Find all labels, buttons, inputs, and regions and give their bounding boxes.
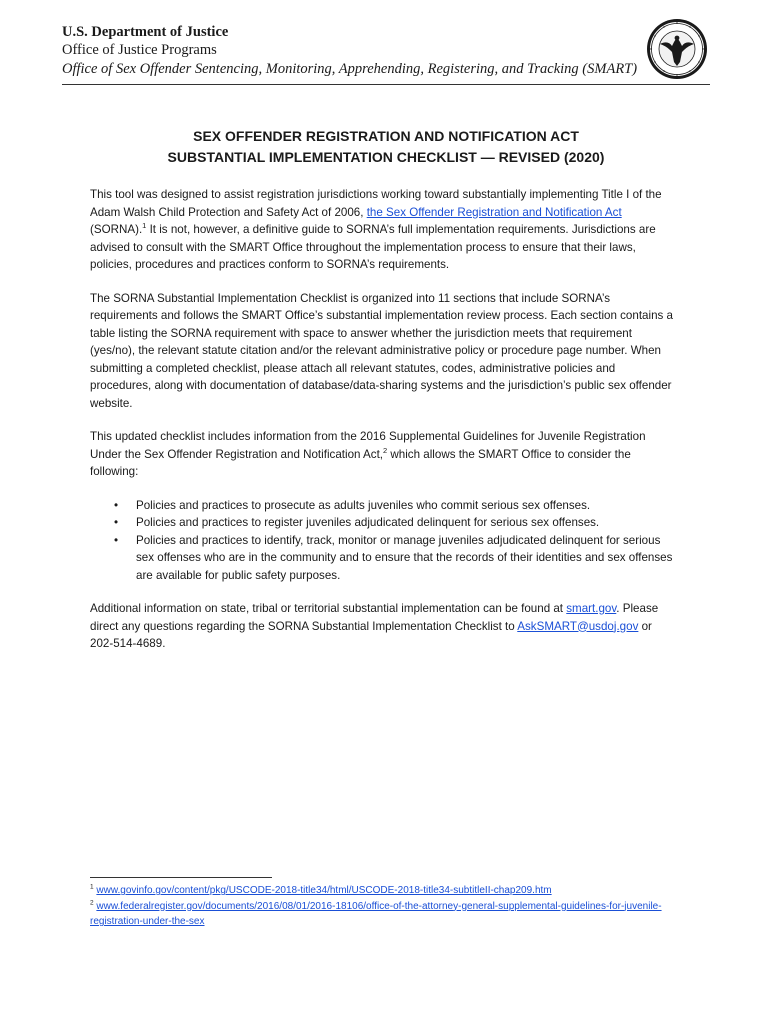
list-item: • Policies and practices to register juveniles adjudicated delinquent for serious sex offenses. bbox=[136, 514, 675, 532]
footnote-2: $^2$ www.federalregister.gov/documents/2016/08/01/2016-18106/office-of-the-attorney-general-supplemental-guidelines-for-juvenile-registration-under-the-sex bbox=[90, 899, 662, 927]
title-line-1: SEX OFFENDER REGISTRATION AND NOTIFICATION ACT bbox=[193, 128, 579, 144]
footnote-ref-2[interactable]: 2 bbox=[383, 445, 388, 455]
checklist-description-paragraph: The SORNA Substantial Implementation Checklist is organized into 11 sections that include SORNA’s requirements and follows the SMART Office’s substantial implementation review process. Each section contains a table listing the SORNA requirement with space to answer whether the jurisdiction meets that requirement (yes/no), the relevant statute citation and/or the relevant administrative policy or procedure page number. When submitting a completed checklist, please attach all relevant statutes, codes, administrative policies and procedures, along with documentation of database/data-sharing systems and the jurisdiction’s public sex offender website. bbox=[90, 291, 673, 410]
header-rule bbox=[62, 84, 710, 85]
footnote-2-link[interactable]: www.federalregister.gov/documents/2016/08/01/2016-18106/office-of-the-attorney-general-supplemental-guidelines-for-juvenile-registration-under-the-sex bbox=[90, 900, 662, 927]
footnote-rule bbox=[90, 877, 272, 878]
footnote-1: $^1$ www.govinfo.gov/content/pkg/USCODE-2018-title34/html/USCODE-2018-title34-subtitleII-chap209.htm bbox=[90, 883, 552, 896]
footnotes bbox=[90, 883, 675, 930]
document-body bbox=[90, 186, 675, 669]
letterhead bbox=[62, 24, 702, 79]
doj-seal-icon bbox=[646, 18, 708, 80]
list-item: • Policies and practices to prosecute as adults juveniles who commit serious sex offenses. bbox=[136, 497, 675, 515]
asksmart-email-link[interactable]: AskSMART@usdoj.gov bbox=[517, 619, 639, 633]
footnote-1-link[interactable]: www.govinfo.gov/content/pkg/USCODE-2018-title34/html/USCODE-2018-title34-subtitleII-chap209.htm bbox=[96, 885, 552, 896]
smart-office-name: Office of Sex Offender Sentencing, Monitoring, Apprehending, Registering, and Tracking (SMART) bbox=[62, 61, 638, 77]
office-name: Office of Justice Programs bbox=[62, 42, 217, 58]
page-title bbox=[62, 126, 710, 168]
bullet-list bbox=[90, 497, 675, 585]
footnote-ref-1[interactable]: 1 bbox=[142, 221, 147, 231]
contact-paragraph: Additional information on state, tribal or territorial substantial implementation can be found at smart.gov. Please direct any questions regarding the SORNA Substantial Implementation Checklist to AskSMART@usdoj.gov or 202-514-4689. bbox=[90, 602, 659, 650]
department-name: U.S. Department of Justice bbox=[62, 24, 229, 40]
title-line-2: SUBSTANTIAL IMPLEMENTATION CHECKLIST — REVISED (2020) bbox=[167, 149, 605, 165]
sorna-link[interactable]: the Sex Offender Registration and Notification Act bbox=[366, 205, 622, 219]
intro-paragraph: This tool was designed to assist registration jurisdictions working toward substantially implementing Title I of the Adam Walsh Child Protection and Safety Act of 2006, the Sex Offender Registration and Notification Act (SORNA).$^1$ It is not, however, a definitive guide to SORNA’s full implementation requirements. Jurisdictions are advised to consult with the SMART Office throughout the implementation process to ensure that their laws, policies, procedures and practices conform to SORNA’s requirements. bbox=[90, 188, 662, 271]
list-item: • Policies and practices to identify, track, monitor or manage juveniles adjudicated delinquent for serious sex offenses who are in the community and to ensure that the records of their identities and sex offenses are available for public safety purposes. bbox=[136, 532, 675, 585]
smart-gov-link[interactable]: smart.gov bbox=[566, 602, 617, 615]
juvenile-guidelines-paragraph: This updated checklist includes information from the 2016 Supplemental Guidelines for Juvenile Registration Under the Sex Offender Registration and Notification Act,$^2$ which allows the SMART Office to consider the following: bbox=[90, 430, 646, 478]
